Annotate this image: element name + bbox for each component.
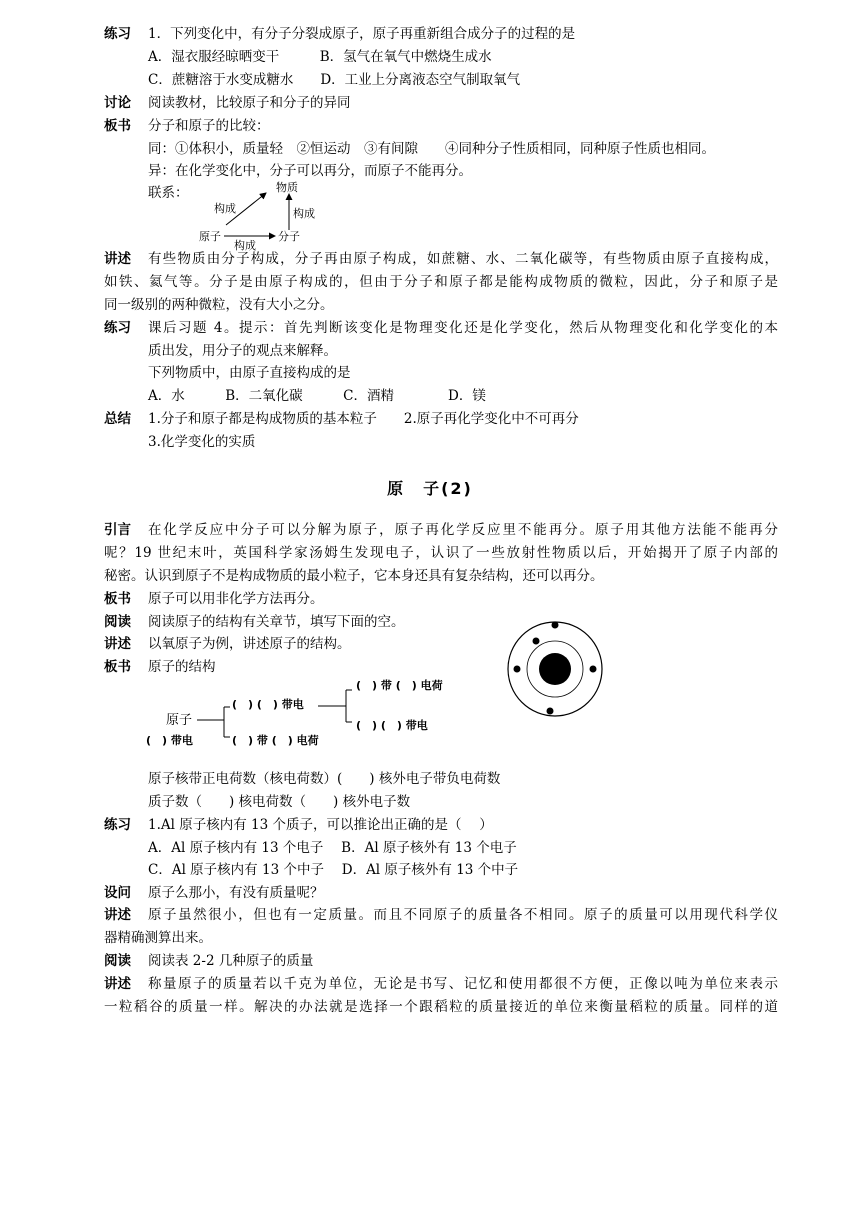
label-intro: 引言: [104, 522, 131, 538]
label-read-1: 阅读: [104, 614, 131, 630]
diagram-molecule-label: 分子: [278, 230, 300, 243]
diagram-atom-label: 原子: [199, 230, 221, 243]
explain-2-line-2: 器精确测算出来。: [104, 930, 212, 946]
question-1: 1．下列变化中，有分子分裂成原子，原子再重新组合成分子的过程的是: [148, 26, 576, 42]
read-2-text: 阅读表 2-2 几种原子的质量: [148, 953, 314, 969]
similarities-text: 同：①体积小，质量轻 ②恒运动 ③有间隙 ④同种分子性质相同，同种原子性质也相同。: [148, 141, 715, 157]
diagram-compose-left: 构成: [214, 202, 236, 215]
question-1-options-ab: A．湿衣服经晾晒变干 B．氢气在氧气中燃烧生成水: [148, 49, 492, 65]
tree-upper-child-b: ( ) ( ) 带电: [356, 719, 428, 732]
label-board: 板书: [104, 118, 131, 134]
discuss-text: 阅读教材，比较原子和分子的异同: [148, 95, 351, 111]
tree-upper-child-a: ( ) 带 ( ) 电荷: [356, 679, 443, 692]
practice-2-question: 下列物质中，由原子直接构成的是: [148, 365, 351, 381]
explain-2-line-1: 原子虽然很小，但也有一定质量。而且不同原子的质量各不相同。原子的质量可以用现代科学仪: [148, 907, 778, 923]
ask-text: 原子么那小，有没有质量呢？: [148, 885, 324, 901]
intro-line-3: 秘密。认识到原子不是构成物质的最小粒子，它本身还具有复杂结构，还可以再分。: [104, 568, 604, 584]
relation-label: 联系：: [148, 185, 189, 201]
label-explain: 讲述: [104, 251, 131, 267]
board-1-text: 原子可以用非化学方法再分。: [148, 591, 324, 607]
diagram-compose-right: 构成: [293, 207, 315, 220]
intro-line-1: 在化学反应中分子可以分解为原子，原子再化学反应里不能再分。原子用其他方法能不能再分: [148, 522, 778, 538]
al-question: 1.Al 原子核内有 13 个质子，可以推论出正确的是（ ）: [148, 817, 493, 833]
diagram-compose-bottom: 构成: [234, 239, 256, 252]
practice-2-line-1: 课后习题 4。提示：首先判断该变化是物理变化还是化学变化，然后从物理变化和化学变化的本: [148, 320, 778, 336]
explain-line-3: 同一级别的两种微粒，没有大小之分。: [104, 297, 334, 313]
diagram-matter-label: 物质: [276, 181, 298, 194]
tree-root-charge: ( ) 带电: [146, 734, 193, 747]
explain-line-1: 有些物质由分子构成，分子再由原子构成，如蔗糖、水、二氧化碳等，有些物质由原子直接构成，: [148, 251, 778, 267]
explain-line-2: 如铁、氦气等。分子是由原子构成的，但由于分子和原子都是能构成物质的微粒，因此，分子和原子是: [104, 274, 778, 290]
tree-lower-node: ( ) 带 ( ) 电荷: [232, 734, 319, 747]
fill-in-line-2: 质子数（ ) 核电荷数（ ) 核外电子数: [148, 794, 411, 810]
summary-line-1: 1.分子和原子都是构成物质的基本粒子 2.原子再化学变化中不可再分: [148, 411, 579, 427]
label-board-2: 板书: [104, 659, 131, 675]
practice-2-line-2: 质出发，用分子的观点来解释。: [148, 343, 337, 359]
label-explain-1: 讲述: [104, 636, 131, 652]
section-title: 原 子(2): [387, 479, 473, 498]
differences-text: 异：在化学变化中，分子可以再分，而原子不能再分。: [148, 163, 472, 179]
label-ask: 设问: [104, 885, 131, 901]
al-options-ab: A．Al 原子核内有 13 个电子 B．Al 原子核外有 13 个电子: [148, 840, 517, 856]
board-2-text: 原子的结构: [148, 659, 216, 675]
practice-2-options: A．水 B．二氧化碳 C．酒精 D．镁: [148, 388, 486, 404]
tree-root-label: 原子: [166, 713, 193, 728]
label-explain-3: 讲述: [104, 976, 131, 992]
label-discuss: 讨论: [104, 95, 131, 111]
label-practice-2: 练习: [104, 320, 131, 336]
summary-line-2: 3.化学变化的实质: [148, 434, 256, 450]
label-explain-2: 讲述: [104, 907, 131, 923]
fill-in-line-1: 原子核带正电荷数（核电荷数）( ) 核外电子带负电荷数: [148, 771, 501, 787]
label-practice-s2: 练习: [104, 817, 131, 833]
label-read-2: 阅读: [104, 953, 131, 969]
intro-line-2: 呢？19 世纪末叶，英国科学家汤姆生发现电子，认识了一些放射性物质以后，开始揭开了原子内部的: [104, 545, 778, 561]
tree-main-bracket: [197, 707, 230, 737]
explain-1-text: 以氧原子为例，讲述原子的结构。: [148, 636, 351, 652]
label-practice: 练习: [104, 26, 131, 42]
board-text: 分子和原子的比较：: [148, 118, 270, 134]
tree-upper-node: ( ) ( ) 带电: [232, 698, 304, 711]
label-board-1: 板书: [104, 591, 131, 607]
question-1-options-cd: C．蔗糖溶于水变成糖水 D．工业上分离液态空气制取氧气: [148, 72, 521, 88]
tree-upper-bracket: [318, 690, 352, 722]
explain-3-line-1: 称量原子的质量若以千克为单位，无论是书写、记忆和使用都很不方便，正像以吨为单位来表示: [148, 976, 778, 992]
read-1-text: 阅读原子的结构有关章节，填写下面的空。: [148, 614, 405, 630]
label-summary: 总结: [104, 411, 131, 427]
explain-3-line-2: 一粒稻谷的质量一样。解决的办法就是选择一个跟稻粒的质量接近的单位来衡量稻粒的质量。同样的道: [104, 999, 778, 1015]
al-options-cd: C．Al 原子核内有 13 个中子 D．Al 原子核外有 13 个中子: [148, 862, 519, 878]
